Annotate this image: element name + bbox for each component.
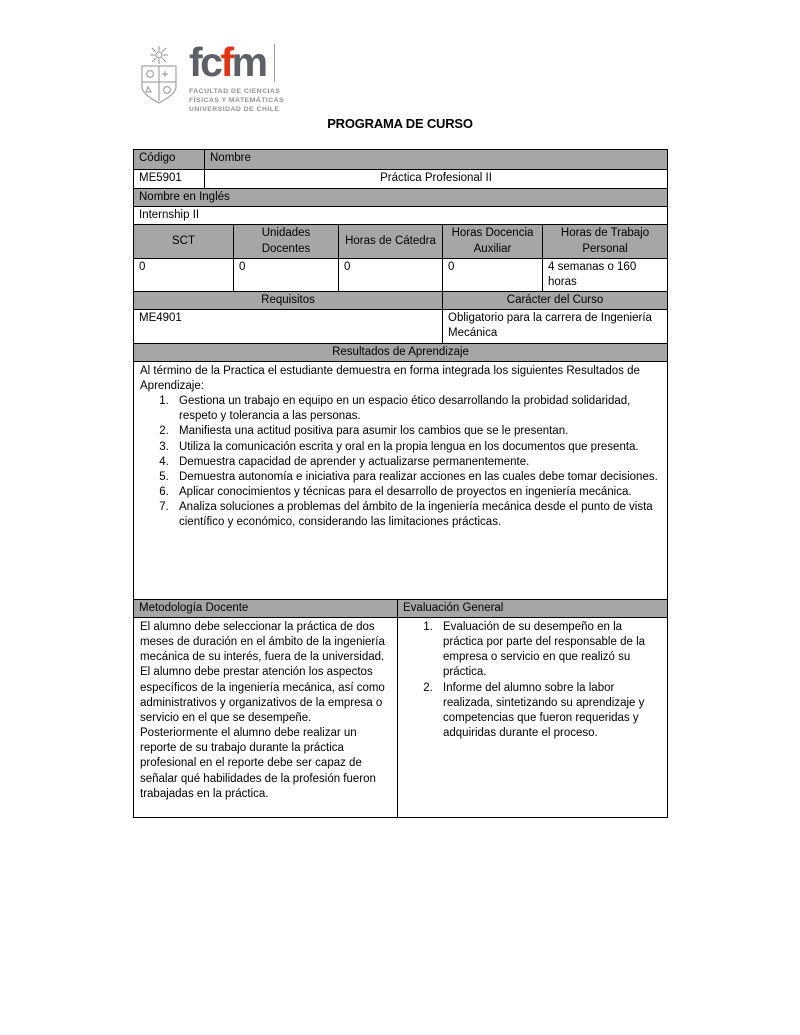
requisitos-value: ME4901 (134, 310, 443, 343)
evaluacion-item-1: 1. Evaluación de su desempeño en la práctica por parte del responsable de la empresa o servicio en que realizó su práctica. (436, 620, 661, 681)
wordmark-m: m (231, 39, 266, 86)
metodologia-docente-body: El alumno debe seleccionar la práctica de dos meses de duración en el ámbito de la ingeniería mecánica de su interés, fuera de la universidad. El alumno debe prestar atención los aspectos específicos de la ingeniería mecánica, así como administrativos y organizativos de la empresa o servicio en el que se desempeñe. Posteriormente el alumno debe realizar un reporte de su trabajo durante la práctica profesional en el reporte debe ser capaz de señalar qué habilidades de la profesión fueron trabajadas en la práctica. (134, 617, 398, 817)
horas-docencia-auxiliar-value: 0 (443, 258, 543, 291)
horas-trabajo-personal-header: Horas de Trabajo Personal (543, 225, 668, 258)
university-crest-icon (136, 46, 182, 108)
caracter-curso-header: Carácter del Curso (443, 292, 668, 310)
horas-catedra-value: 0 (339, 258, 443, 291)
page-title: PROGRAMA DE CURSO (327, 116, 473, 131)
resultado-item-5: 5. Demuestra autonomía e iniciativa para realizar acciones en las cuales debe tomar decisiones. (172, 470, 661, 485)
evaluacion-general-header: Evaluación General (398, 599, 668, 617)
requisitos-header: Requisitos (134, 292, 443, 310)
nombre-value: Práctica Profesional II (205, 170, 668, 189)
sct-value: 0 (134, 258, 234, 291)
resultado-item-1: 1. Gestiona un trabajo en equipo en un espacio ético desarrollando la probidad solidaridad, respeto y tolerancia a las personas. (172, 394, 661, 424)
logo-divider (274, 44, 275, 82)
resultados-aprendizaje-header: Resultados de Aprendizaje (134, 343, 668, 361)
nombre-header: Nombre (205, 150, 668, 170)
resultado-item-4: 4. Demuestra capacidad de aprender y actualizarse permanentemente. (172, 455, 661, 470)
unidades-docentes-value: 0 (234, 258, 339, 291)
evaluacion-item-2: 2. Informe del alumno sobre la labor realizada, sintetizando su aprendizaje y competencias que fueron requeridas y adquiridas durante el proceso. (436, 681, 661, 742)
resultados-aprendizaje-body (134, 361, 668, 599)
course-program-table (133, 149, 668, 818)
nombre-ingles-value: Internship II (134, 207, 668, 225)
faculty-caption (189, 88, 284, 114)
codigo-header: Código (134, 150, 205, 170)
evaluacion-list (404, 620, 661, 741)
resultado-item-7: 7. Analiza soluciones a problemas del ámbito de la ingeniería mecánica desde el punto de vista científico y económico, considerando las limitaciones prácticas. (172, 500, 661, 530)
horas-catedra-header: Horas de Cátedra (339, 225, 443, 258)
unidades-docentes-header: Unidades Docentes (234, 225, 339, 258)
caracter-curso-value: Obligatorio para la carrera de Ingeniería Mecánica (443, 310, 668, 343)
fcfm-wordmark (189, 39, 284, 86)
metodologia-docente-header: Metodología Docente (134, 599, 398, 617)
resultado-item-6: 6. Aplicar conocimientos y técnicas para el desarrollo de proyectos en ingeniería mecánica. (172, 485, 661, 500)
resultados-list (140, 394, 661, 531)
evaluacion-general-body (398, 617, 668, 817)
horas-docencia-auxiliar-header: Horas Docencia Auxiliar (443, 225, 543, 258)
caption-line-3: UNIVERSIDAD DE CHILE (189, 105, 280, 113)
horas-trabajo-personal-value: 4 semanas o 160 horas (543, 258, 668, 291)
resultado-item-2: 2. Manifiesta una actitud positiva para asumir los cambios que se le presentan. (172, 424, 661, 439)
fcfm-logo (136, 39, 285, 114)
wordmark-fc: fc (189, 39, 221, 86)
nombre-ingles-header: Nombre en Inglés (134, 189, 668, 207)
codigo-value: ME5901 (134, 170, 205, 189)
caption-line-1: FACULTAD DE CIENCIAS (189, 88, 281, 95)
sct-header: SCT (134, 225, 234, 258)
wordmark-f-red: f (220, 39, 232, 86)
caption-line-2: FÍSICAS Y MATEMÁTICAS (189, 96, 285, 104)
resultados-intro: Al término de la Practica el estudiante demuestra en forma integrada los siguientes Resultados de Aprendizaje: (140, 364, 640, 392)
resultado-item-3: 3. Utiliza la comunicación escrita y oral en la propia lengua en los documentos que presenta. (172, 440, 661, 455)
